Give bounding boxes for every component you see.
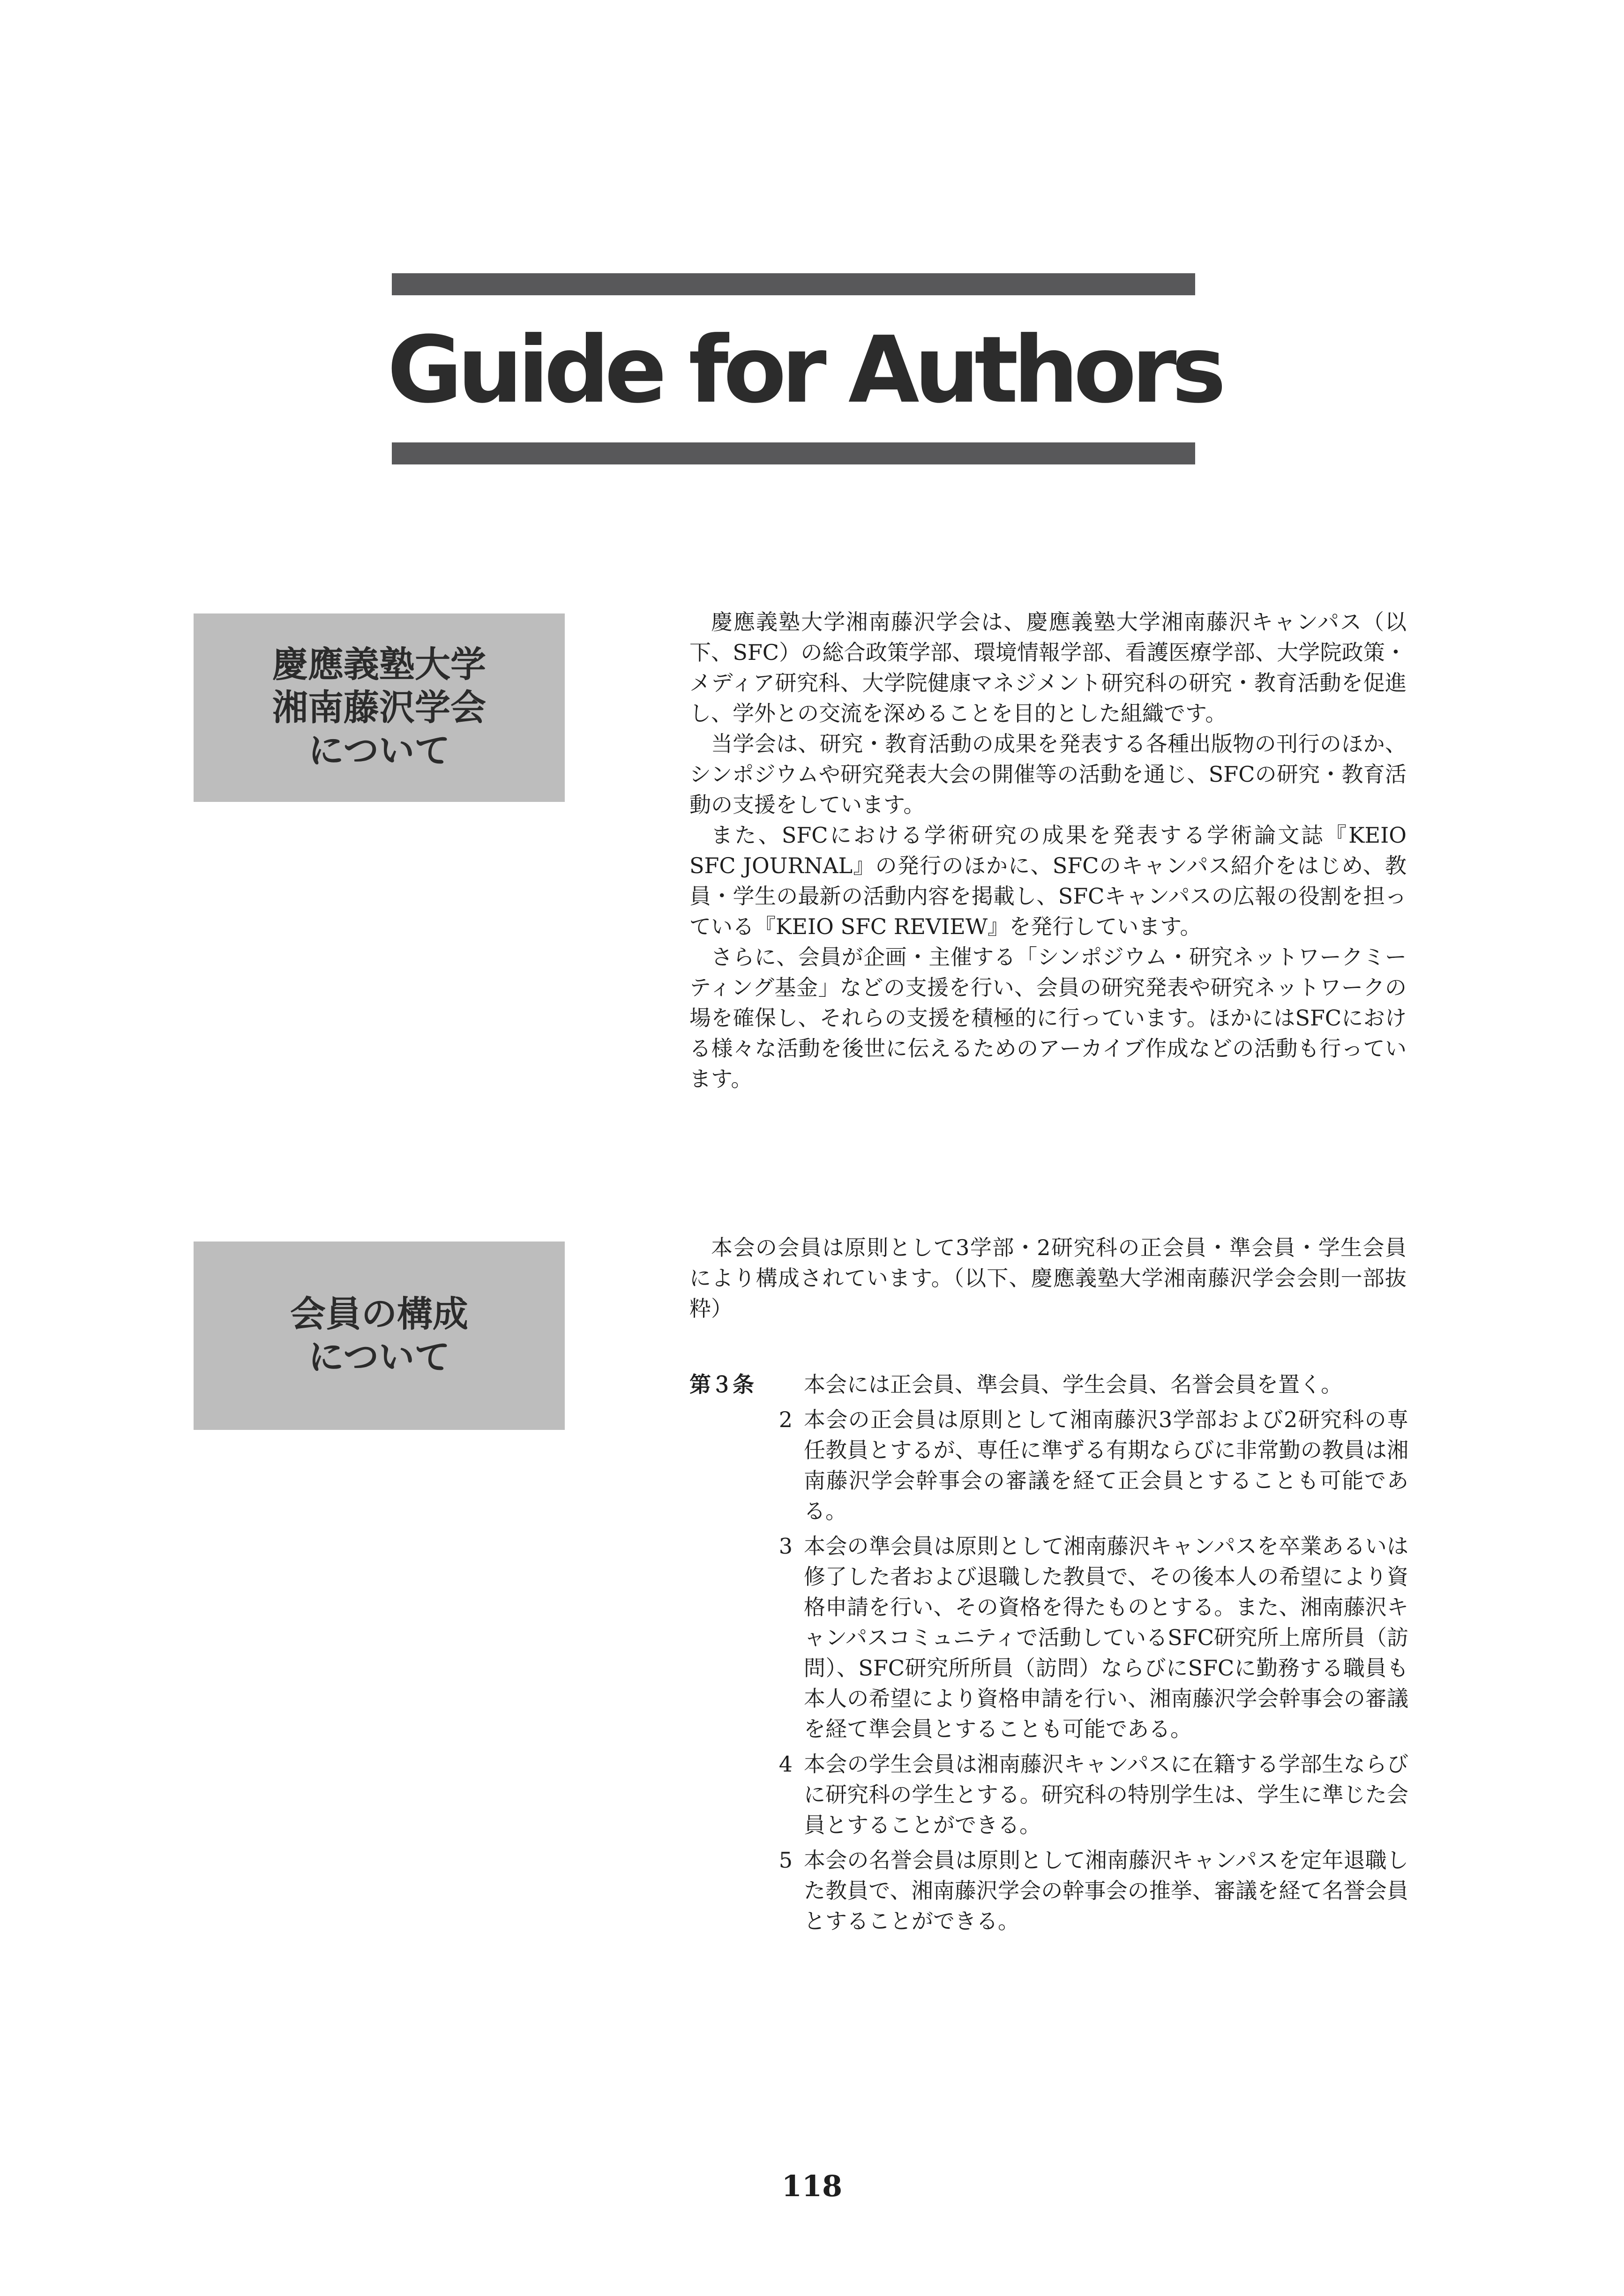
article-clause xyxy=(804,1369,1408,1400)
section-heading-society: 慶應義塾大学 湘南藤沢学会 について xyxy=(272,643,486,771)
article-clause xyxy=(778,1531,1409,1744)
clause-text: 本会の準会員は原則として湘南藤沢キャンパスを卒業あるいは修了した者および退職した教員で、その後本人の希望により資格申請を行い、その資格を得たものとする。また、湘南藤沢キャンパスコミュニティで活動しているSFC研究所上席所員（訪問）、SFC研究所所員（訪問）ならびにSFCに勤務する職員も本人の希望により資格申請を行い、湘南藤沢学会幹事会の審議を経て準会員とすることも可能である。 xyxy=(804,1533,1409,1742)
title-rule-bottom xyxy=(392,442,1195,464)
clause-text: 本会の正会員は原則として湘南藤沢3学部および2研究科の専任教員とするが、専任に準ずる有期ならびに非常勤の教員は湘南藤沢学会幹事会の審議を経て正会員とすることも可能である。 xyxy=(804,1407,1408,1524)
section-body-society xyxy=(689,607,1407,1094)
paragraph: 当学会は、研究・教育活動の成果を発表する各種出版物の刊行のほか、シンポジウムや研究発表大会の開催等の活動を通じ、SFCの研究・教育活動の支援をしています。 xyxy=(689,731,1407,817)
article-clause xyxy=(778,1845,1408,1937)
clause-number: 3 xyxy=(778,1533,793,1559)
article-clauses xyxy=(778,1369,1409,1941)
paragraph: 本会の会員は原則として3学部・2研究科の正会員・準会員・学生会員により構成されています。（以下、慶應義塾大学湘南藤沢学会会則一部抜粋） xyxy=(689,1235,1407,1321)
article-clause xyxy=(778,1405,1408,1526)
clause-number: 5 xyxy=(778,1847,793,1873)
paragraph: さらに、会員が企画・主催する「シンポジウム・研究ネットワークミーティング基金」などの支援を行い、会員の研究発表や研究ネットワークの場を確保し、それらの支援を積極的に行っています。ほかにはSFCにおける様々な活動を後世に伝えるためのアーカイブ作成などの活動も行っています。 xyxy=(689,944,1407,1092)
clause-number: 4 xyxy=(778,1751,793,1777)
clause-text: 本会には正会員、準会員、学生会員、名誉会員を置く。 xyxy=(804,1372,1343,1397)
paragraph: 慶應義塾大学湘南藤沢学会は、慶應義塾大学湘南藤沢キャンパス（以下、SFC）の総合政策学部、環境情報学部、看護医療学部、大学院政策・メディア研究科、大学院健康マネジメント研究科の研究・教育活動を促進し、学外との交流を深めることを目的とした組織です。 xyxy=(689,609,1407,726)
section-heading-membership: 会員の構成 について xyxy=(290,1293,468,1378)
clause-text: 本会の学生会員は湘南藤沢キャンパスに在籍する学部生ならびに研究科の学生とする。研究科の特別学生は、学生に準じた会員とすることができる。 xyxy=(804,1751,1408,1838)
article-clause xyxy=(778,1749,1408,1840)
article-title: 第３条 xyxy=(689,1372,754,1397)
section-body-membership xyxy=(689,1233,1407,1324)
title-rule-top xyxy=(392,273,1195,295)
page-title: Guide for Authors xyxy=(387,317,1221,424)
page-number: 118 xyxy=(781,2169,843,2203)
section-heading-box-membership xyxy=(194,1241,565,1430)
clause-text: 本会の名誉会員は原則として湘南藤沢キャンパスを定年退職した教員で、湘南藤沢学会の幹事会の推挙、審議を経て名誉会員とすることができる。 xyxy=(804,1847,1408,1934)
paragraph: また、SFCにおける学術研究の成果を発表する学術論文誌『KEIO SFC JOURNAL』の発行のほかに、SFCのキャンパス紹介をはじめ、教員・学生の最新の活動内容を掲載し、SFCキャンパスの広報の役割を担っている『KEIO SFC REVIEW』を発行しています。 xyxy=(689,823,1407,939)
clause-number: 2 xyxy=(778,1407,793,1432)
section-heading-box-society xyxy=(194,613,565,802)
